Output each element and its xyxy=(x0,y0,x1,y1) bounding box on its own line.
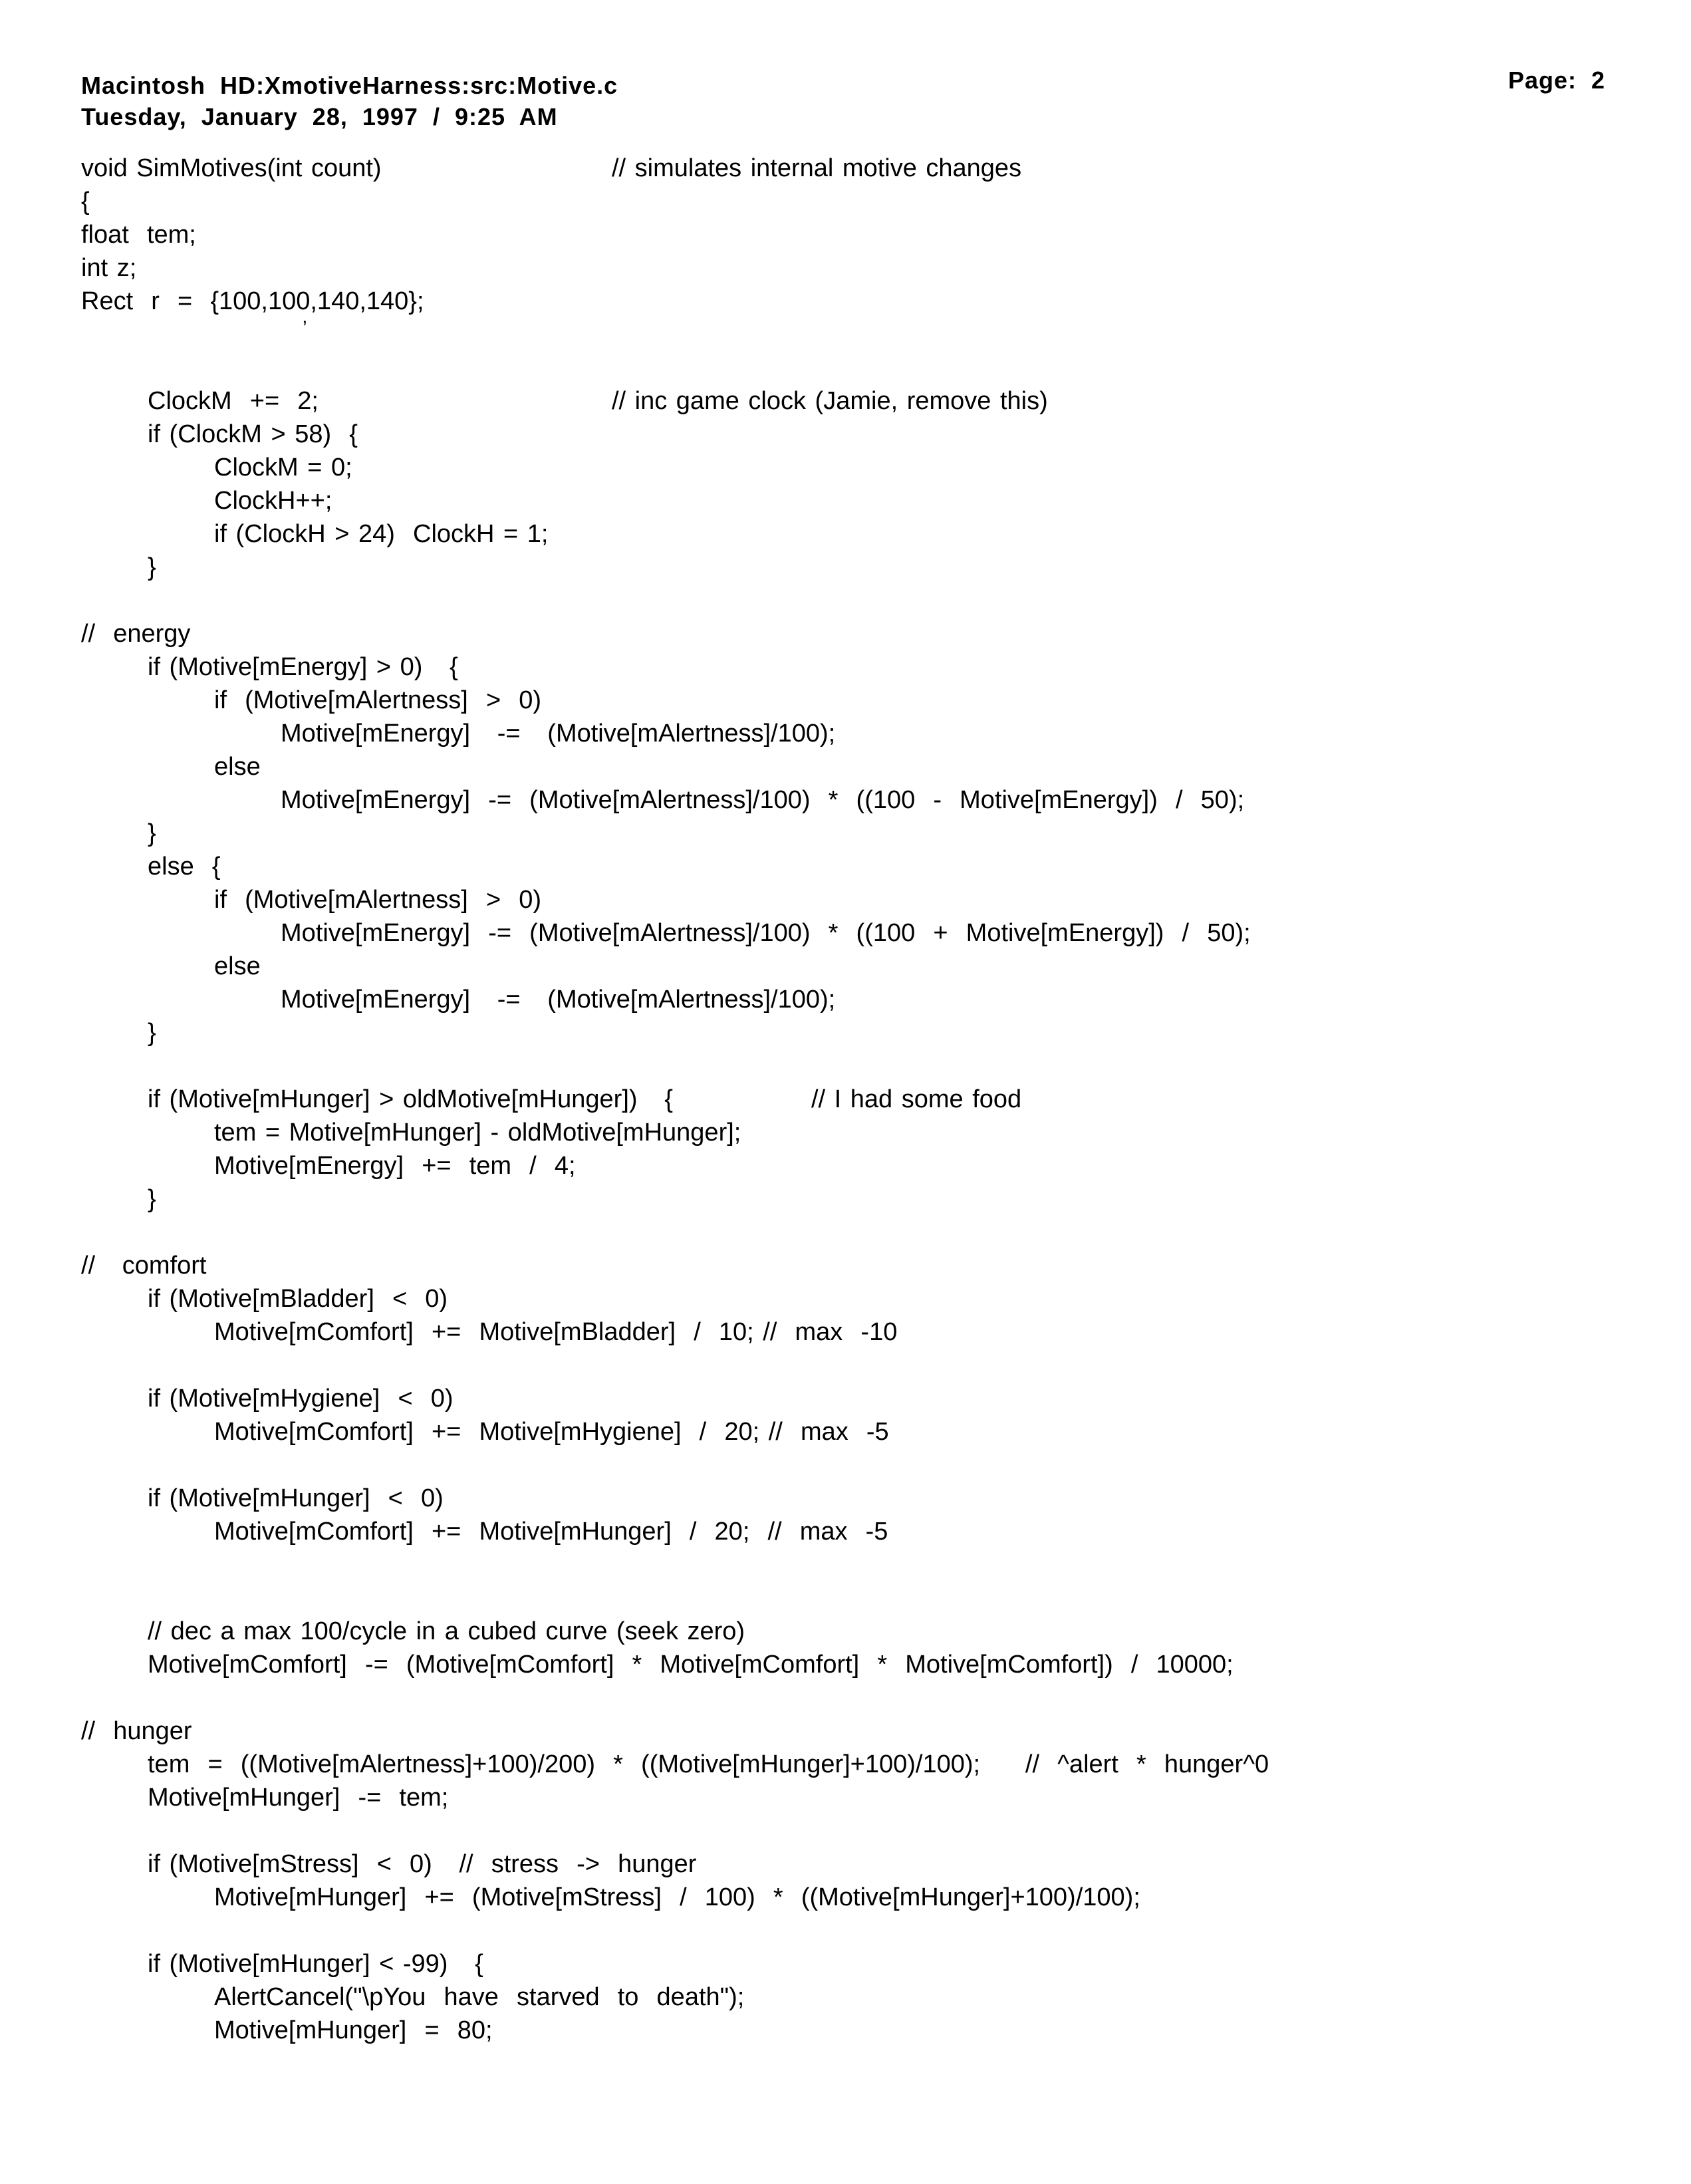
code-text: if (Motive[mHunger] < -99) { xyxy=(148,1950,483,1978)
code-text: Motive[mComfort] += Motive[mHygiene] / 20; // max -5 xyxy=(214,1418,889,1446)
code-comment: // inc game clock (Jamie, remove this) xyxy=(612,387,1048,415)
code-text: else xyxy=(214,952,261,980)
stray-mark: ’ xyxy=(303,317,307,339)
code-text: if (Motive[mHygiene] < 0) xyxy=(148,1385,454,1413)
file-path-header: Macintosh HD:XmotiveHarness:src:Motive.c xyxy=(81,72,618,99)
code-text: if (Motive[mHunger] > oldMotive[mHunger]) { xyxy=(148,1085,673,1113)
code-comment: // simulates internal motive changes xyxy=(612,154,1022,182)
code-text: if (Motive[mStress] < 0) // stress -> hunger xyxy=(148,1850,697,1878)
code-text: Motive[mHunger] += (Motive[mStress] / 100) * ((Motive[mHunger]+100)/100); xyxy=(214,1883,1140,1911)
print-date-header: Tuesday, January 28, 1997 / 9:25 AM xyxy=(81,103,558,130)
code-text: // comfort xyxy=(81,1252,207,1280)
code-text: tem = ((Motive[mAlertness]+100)/200) * ((Motive[mHunger]+100)/100); // ^alert * hunger^0 xyxy=(148,1750,1269,1778)
code-text: if (Motive[mEnergy] > 0) { xyxy=(148,653,458,681)
code-text: if (ClockM > 58) { xyxy=(148,420,358,448)
code-text: if (Motive[mAlertness] > 0) xyxy=(214,686,542,714)
code-text: Rect r = {100,100,140,140}; xyxy=(81,287,424,315)
code-text: AlertCancel("\pYou have starved to death"); xyxy=(214,1983,745,2011)
code-text: ClockM = 0; xyxy=(214,454,352,481)
code-text: Motive[mComfort] += Motive[mHunger] / 20; // max -5 xyxy=(214,1518,888,1546)
code-text: // hunger xyxy=(81,1717,192,1745)
code-text: Motive[mComfort] -= (Motive[mComfort] * Motive[mComfort] * Motive[mComfort]) / 10000; xyxy=(148,1651,1234,1679)
code-text: else { xyxy=(148,853,221,881)
code-text: Motive[mHunger] -= tem; xyxy=(148,1784,449,1812)
code-text: Motive[mEnergy] -= (Motive[mAlertness]/100); xyxy=(281,720,836,748)
code-text: // energy xyxy=(81,620,191,648)
code-text: } xyxy=(148,819,156,847)
code-text: } xyxy=(148,553,156,581)
code-text: int z; xyxy=(81,254,137,282)
code-text: Motive[mEnergy] += tem / 4; xyxy=(214,1152,576,1180)
page-number: Page: 2 xyxy=(1508,67,1606,94)
code-text: } xyxy=(148,1019,156,1047)
code-text: if (Motive[mBladder] < 0) xyxy=(148,1285,448,1313)
code-text: { xyxy=(81,188,90,215)
code-text: Motive[mEnergy] -= (Motive[mAlertness]/100) * ((100 + Motive[mEnergy]) / 50); xyxy=(281,919,1251,947)
code-text: if (Motive[mAlertness] > 0) xyxy=(214,886,542,914)
code-text: if (ClockH > 24) ClockH = 1; xyxy=(214,520,549,548)
code-text: float tem; xyxy=(81,221,196,249)
code-text: // dec a max 100/cycle in a cubed curve (seek zero) xyxy=(148,1617,745,1645)
code-text: Motive[mEnergy] -= (Motive[mAlertness]/100) * ((100 - Motive[mEnergy]) / 50); xyxy=(281,786,1245,814)
code-text: ClockH++; xyxy=(214,487,332,515)
code-text: Motive[mComfort] += Motive[mBladder] / 10; // max -10 xyxy=(214,1318,898,1346)
code-text: tem = Motive[mHunger] - oldMotive[mHunger]; xyxy=(214,1119,741,1147)
code-text: Motive[mHunger] = 80; xyxy=(214,2016,493,2044)
code-comment: // I had some food xyxy=(811,1085,1022,1113)
code-text: ClockM += 2; xyxy=(148,387,319,415)
code-text: } xyxy=(148,1185,156,1213)
code-text: if (Motive[mHunger] < 0) xyxy=(148,1484,444,1512)
code-text: void SimMotives(int count) xyxy=(81,154,382,182)
code-text: Motive[mEnergy] -= (Motive[mAlertness]/100); xyxy=(281,986,836,1014)
code-text: else xyxy=(214,753,261,781)
